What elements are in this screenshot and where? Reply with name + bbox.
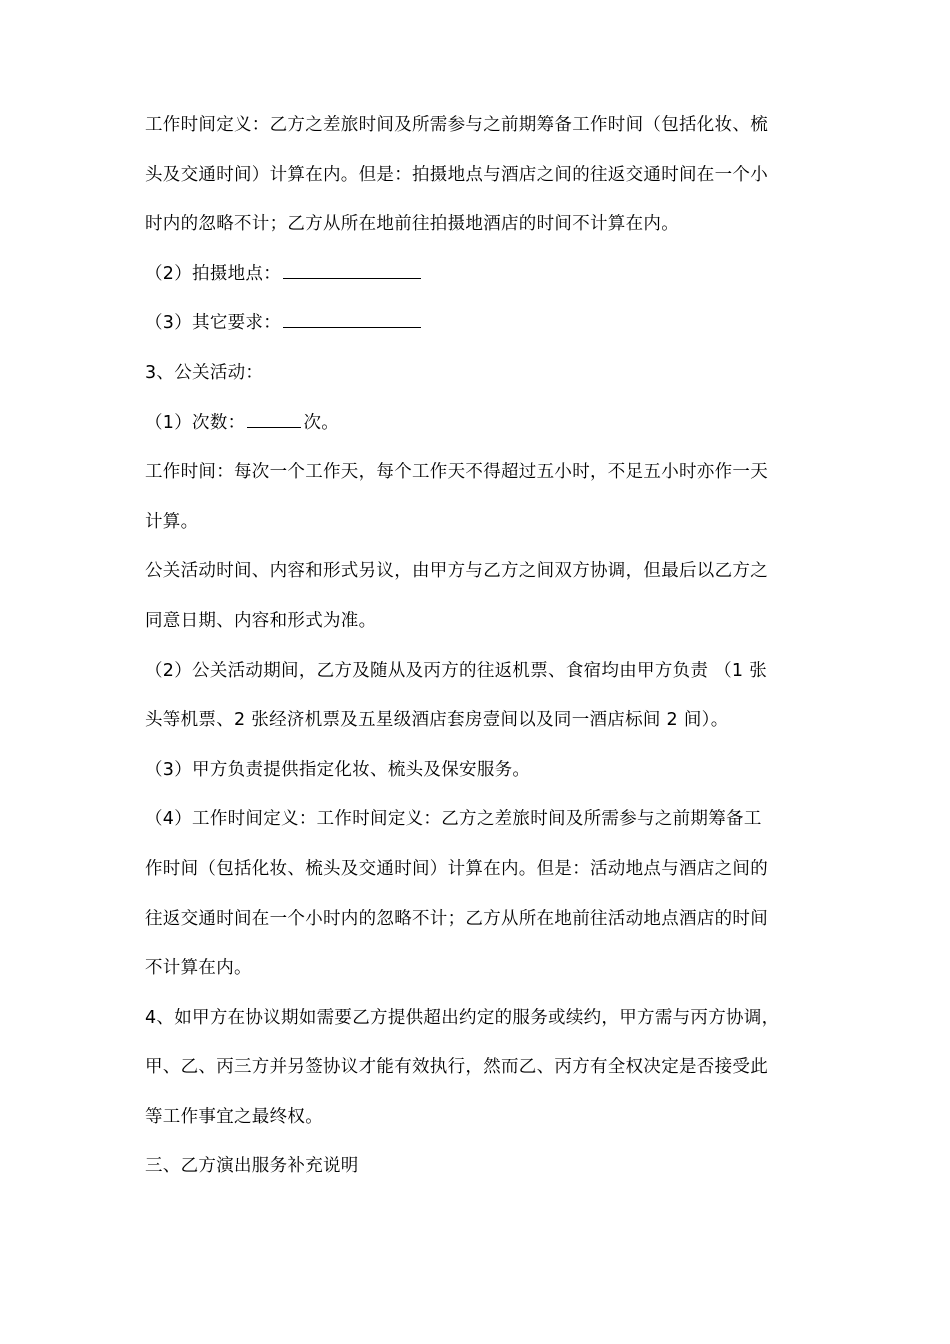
text-line: 作时间（包括化妆、梳头及交通时间）计算在内。但是：活动地点与酒店之间的 [145, 858, 768, 879]
text-line: 甲、乙、丙三方并另签协议才能有效执行，然而乙、丙方有全权决定是否接受此 [145, 1057, 768, 1078]
text-line: 等工作事宜之最终权。 [145, 1106, 323, 1127]
section-heading: 三、乙方演出服务补充说明 [145, 1156, 359, 1177]
count-label: （1）次数： [145, 412, 246, 433]
text-line: （4）工作时间定义：工作时间定义：乙方之差旅时间及所需参与之前期筹备工 [145, 809, 762, 830]
shooting-location-line [145, 255, 815, 305]
text-line: （2）公关活动期间，乙方及随从及丙方的往返机票、食宿均由甲方负责 （1 张 [145, 660, 767, 681]
text-line: 公关活动时间、内容和形式另议，由甲方与乙方之间双方协调，但最后以乙方之 [145, 561, 768, 582]
text-line: 计算。 [145, 511, 199, 532]
text-line: 不计算在内。 [145, 958, 252, 979]
shooting-location-blank [283, 258, 421, 279]
text-line: 同意日期、内容和形式为准。 [145, 610, 377, 631]
text-line: 头等机票、2 张经济机票及五星级酒店套房壹间以及同一酒店标间 2 间）。 [145, 710, 729, 731]
shooting-location-label: （2）拍摄地点： [145, 263, 282, 284]
section-heading: 3、公关活动： [145, 362, 264, 383]
text-line: 往返交通时间在一个小时内的忽略不计；乙方从所在地前往活动地点酒店的时间 [145, 908, 768, 929]
other-requirements-line [145, 304, 815, 354]
other-requirements-label: （3）其它要求： [145, 313, 282, 334]
text-line: 4、如甲方在协议期如需要乙方提供超出约定的服务或续约，甲方需与丙方协调， [145, 1007, 780, 1028]
count-blank [247, 407, 301, 428]
text-line: 工作时间定义：乙方之差旅时间及所需参与之前期筹备工作时间（包括化妆、梳 [145, 115, 768, 135]
count-suffix: 次。 [303, 412, 340, 433]
other-requirements-blank [283, 307, 421, 328]
text-line: 工作时间：每次一个工作天，每个工作天不得超过五小时，不足五小时亦作一天 [145, 462, 768, 483]
text-line: 时内的忽略不计；乙方从所在地前往拍摄地酒店的时间不计算在内。 [145, 214, 679, 235]
count-line [145, 404, 815, 454]
text-line: 头及交通时间）计算在内。但是：拍摄地点与酒店之间的往返交通时间在一个小 [145, 164, 768, 185]
text-line: （3）甲方负责提供指定化妆、梳头及保安服务。 [145, 759, 531, 780]
document-body [145, 106, 815, 1197]
